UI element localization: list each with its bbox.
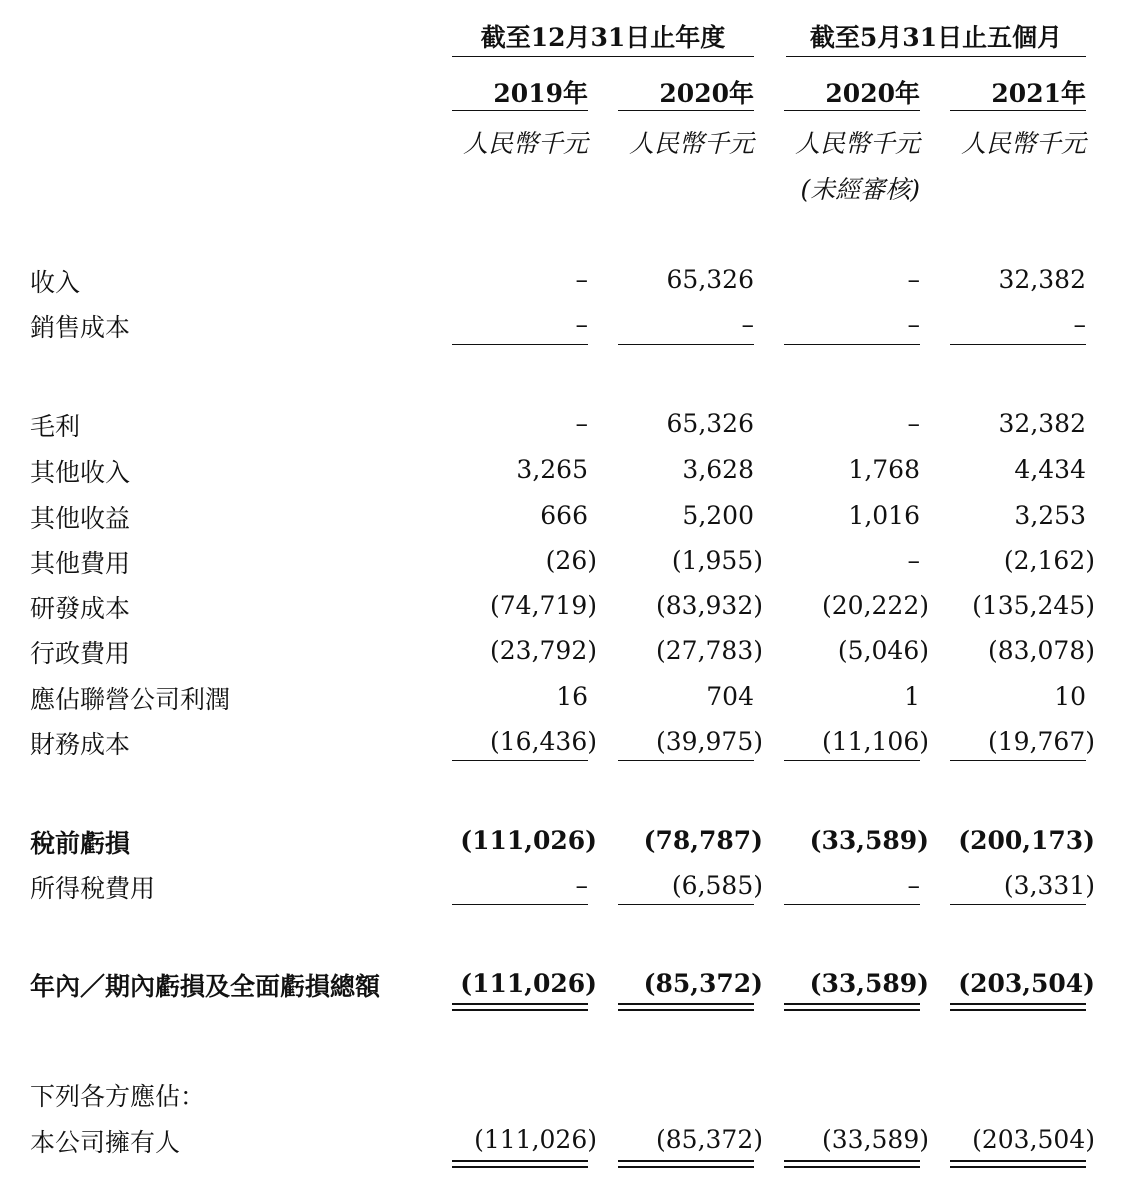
cell-total-loss-2020: (85,372) [643, 969, 763, 998]
cell-other-gains-2020p: 1,016 [848, 501, 920, 530]
cell-revenue-2020: 65,326 [666, 265, 754, 294]
subtotal-rule-2b [618, 760, 754, 761]
cell-associates-2020p: 1 [904, 682, 920, 711]
row-label-share-of-associates: 應佔聯營公司利潤 [30, 685, 231, 714]
cell-admin-expenses-2021p: (83,078) [988, 636, 1095, 665]
row-label-admin-expenses: 行政費用 [30, 639, 131, 668]
cell-other-income-2020p: 1,768 [848, 455, 920, 484]
cell-associates-2020: 704 [706, 682, 754, 711]
year-rule-4 [950, 110, 1086, 111]
cell-revenue-2021p: 32,382 [998, 265, 1086, 294]
total-double-rule-2a [452, 1160, 588, 1168]
cell-owners-2019: (111,026) [474, 1125, 597, 1154]
row-label-rd-costs: 研發成本 [30, 594, 131, 623]
cell-gross-profit-2020: 65,326 [666, 409, 754, 438]
cell-gross-profit-2021p: 32,382 [998, 409, 1086, 438]
cell-revenue-2020p: – [907, 265, 920, 294]
cell-associates-2021p: 10 [1054, 682, 1086, 711]
total-double-rule-2b [618, 1160, 754, 1168]
cell-other-gains-2019: 666 [540, 501, 588, 530]
row-label-income-tax: 所得稅費用 [30, 874, 156, 903]
total-double-rule-1b [618, 1003, 754, 1011]
year-header-2021-period: 2021年 [991, 79, 1086, 108]
total-double-rule-1a [452, 1003, 588, 1011]
unit-label-1: 人民幣千元 [462, 129, 588, 158]
row-label-loss-before-tax: 稅前虧損 [30, 829, 131, 858]
total-double-rule-1c [784, 1003, 920, 1011]
cell-other-expenses-2019: (26) [545, 546, 597, 575]
cell-other-income-2020: 3,628 [682, 455, 754, 484]
year-header-2020-period: 2020年 [825, 79, 920, 108]
subtotal-rule-2c [784, 760, 920, 761]
cell-admin-expenses-2019: (23,792) [490, 636, 597, 665]
row-label-owners: 本公司擁有人 [30, 1128, 181, 1157]
subtotal-rule-3c [784, 904, 920, 905]
total-double-rule-1d [950, 1003, 1086, 1011]
subtotal-rule-2d [950, 760, 1086, 761]
cell-other-gains-2021p: 3,253 [1014, 501, 1086, 530]
total-double-rule-2c [784, 1160, 920, 1168]
row-label-gross-profit: 毛利 [30, 412, 81, 441]
cell-income-tax-2020p: – [907, 871, 920, 900]
year-rule-1 [452, 110, 588, 111]
cell-loss-before-tax-2020p: (33,589) [809, 826, 929, 855]
subtotal-rule-3d [950, 904, 1086, 905]
unit-label-2: 人民幣千元 [628, 129, 754, 158]
subtotal-rule-1a [452, 344, 588, 345]
unit-label-4: 人民幣千元 [960, 129, 1086, 158]
cell-cost-of-sales-2020p: – [907, 310, 920, 339]
year-header-2019: 2019年 [493, 79, 588, 108]
cell-cost-of-sales-2019: – [575, 310, 588, 339]
cell-owners-2021p: (203,504) [972, 1125, 1095, 1154]
column-group-header-five-months: 截至5月31日止五個月 [809, 23, 1063, 52]
row-label-total-loss: 年內／期內虧損及全面虧損總額 [30, 972, 381, 1001]
cell-gross-profit-2019: – [575, 409, 588, 438]
row-label-cost-of-sales: 銷售成本 [30, 313, 131, 342]
cell-finance-costs-2019: (16,436) [490, 727, 597, 756]
row-label-attributable-to: 下列各方應佔： [30, 1082, 206, 1111]
year-rule-3 [784, 110, 920, 111]
unit-label-3: 人民幣千元 [794, 129, 920, 158]
subtotal-rule-3b [618, 904, 754, 905]
row-label-revenue: 收入 [30, 268, 81, 297]
row-label-other-expenses: 其他費用 [30, 549, 131, 578]
cell-associates-2019: 16 [556, 682, 588, 711]
cell-other-expenses-2020p: – [907, 546, 920, 575]
cell-finance-costs-2020: (39,975) [656, 727, 763, 756]
cell-loss-before-tax-2021p: (200,173) [958, 826, 1095, 855]
year-rule-2 [618, 110, 754, 111]
subtotal-rule-1b [618, 344, 754, 345]
cell-owners-2020: (85,372) [656, 1125, 763, 1154]
cell-other-gains-2020: 5,200 [682, 501, 754, 530]
cell-gross-profit-2020p: – [907, 409, 920, 438]
cell-loss-before-tax-2019: (111,026) [460, 826, 597, 855]
unaudited-note: (未經審核) [800, 175, 920, 204]
cell-income-tax-2021p: (3,331) [1003, 871, 1095, 900]
cell-rd-costs-2020: (83,932) [656, 591, 763, 620]
cell-other-income-2021p: 4,434 [1014, 455, 1086, 484]
cell-other-expenses-2021p: (2,162) [1003, 546, 1095, 575]
group-rule-five-months [786, 56, 1086, 57]
cell-other-income-2019: 3,265 [516, 455, 588, 484]
subtotal-rule-1c [784, 344, 920, 345]
cell-other-expenses-2020: (1,955) [671, 546, 763, 575]
cell-total-loss-2021p: (203,504) [958, 969, 1095, 998]
cell-total-loss-2020p: (33,589) [809, 969, 929, 998]
cell-cost-of-sales-2020: – [741, 310, 754, 339]
cell-rd-costs-2020p: (20,222) [822, 591, 929, 620]
cell-cost-of-sales-2021p: – [1073, 310, 1086, 339]
row-label-finance-costs: 財務成本 [30, 730, 131, 759]
cell-loss-before-tax-2020: (78,787) [643, 826, 763, 855]
cell-income-tax-2020: (6,585) [671, 871, 763, 900]
cell-admin-expenses-2020p: (5,046) [837, 636, 929, 665]
cell-total-loss-2019: (111,026) [460, 969, 597, 998]
row-label-other-income: 其他收入 [30, 458, 131, 487]
row-label-other-gains: 其他收益 [30, 504, 131, 533]
cell-owners-2020p: (33,589) [822, 1125, 929, 1154]
subtotal-rule-3a [452, 904, 588, 905]
year-header-2020-annual: 2020年 [659, 79, 754, 108]
group-rule-annual [452, 56, 754, 57]
cell-admin-expenses-2020: (27,783) [656, 636, 763, 665]
cell-rd-costs-2019: (74,719) [490, 591, 597, 620]
cell-revenue-2019: – [575, 265, 588, 294]
cell-finance-costs-2021p: (19,767) [988, 727, 1095, 756]
cell-rd-costs-2021p: (135,245) [972, 591, 1095, 620]
cell-income-tax-2019: – [575, 871, 588, 900]
subtotal-rule-2a [452, 760, 588, 761]
subtotal-rule-1d [950, 344, 1086, 345]
cell-finance-costs-2020p: (11,106) [822, 727, 929, 756]
column-group-header-annual: 截至12月31日止年度 [480, 23, 726, 52]
total-double-rule-2d [950, 1160, 1086, 1168]
